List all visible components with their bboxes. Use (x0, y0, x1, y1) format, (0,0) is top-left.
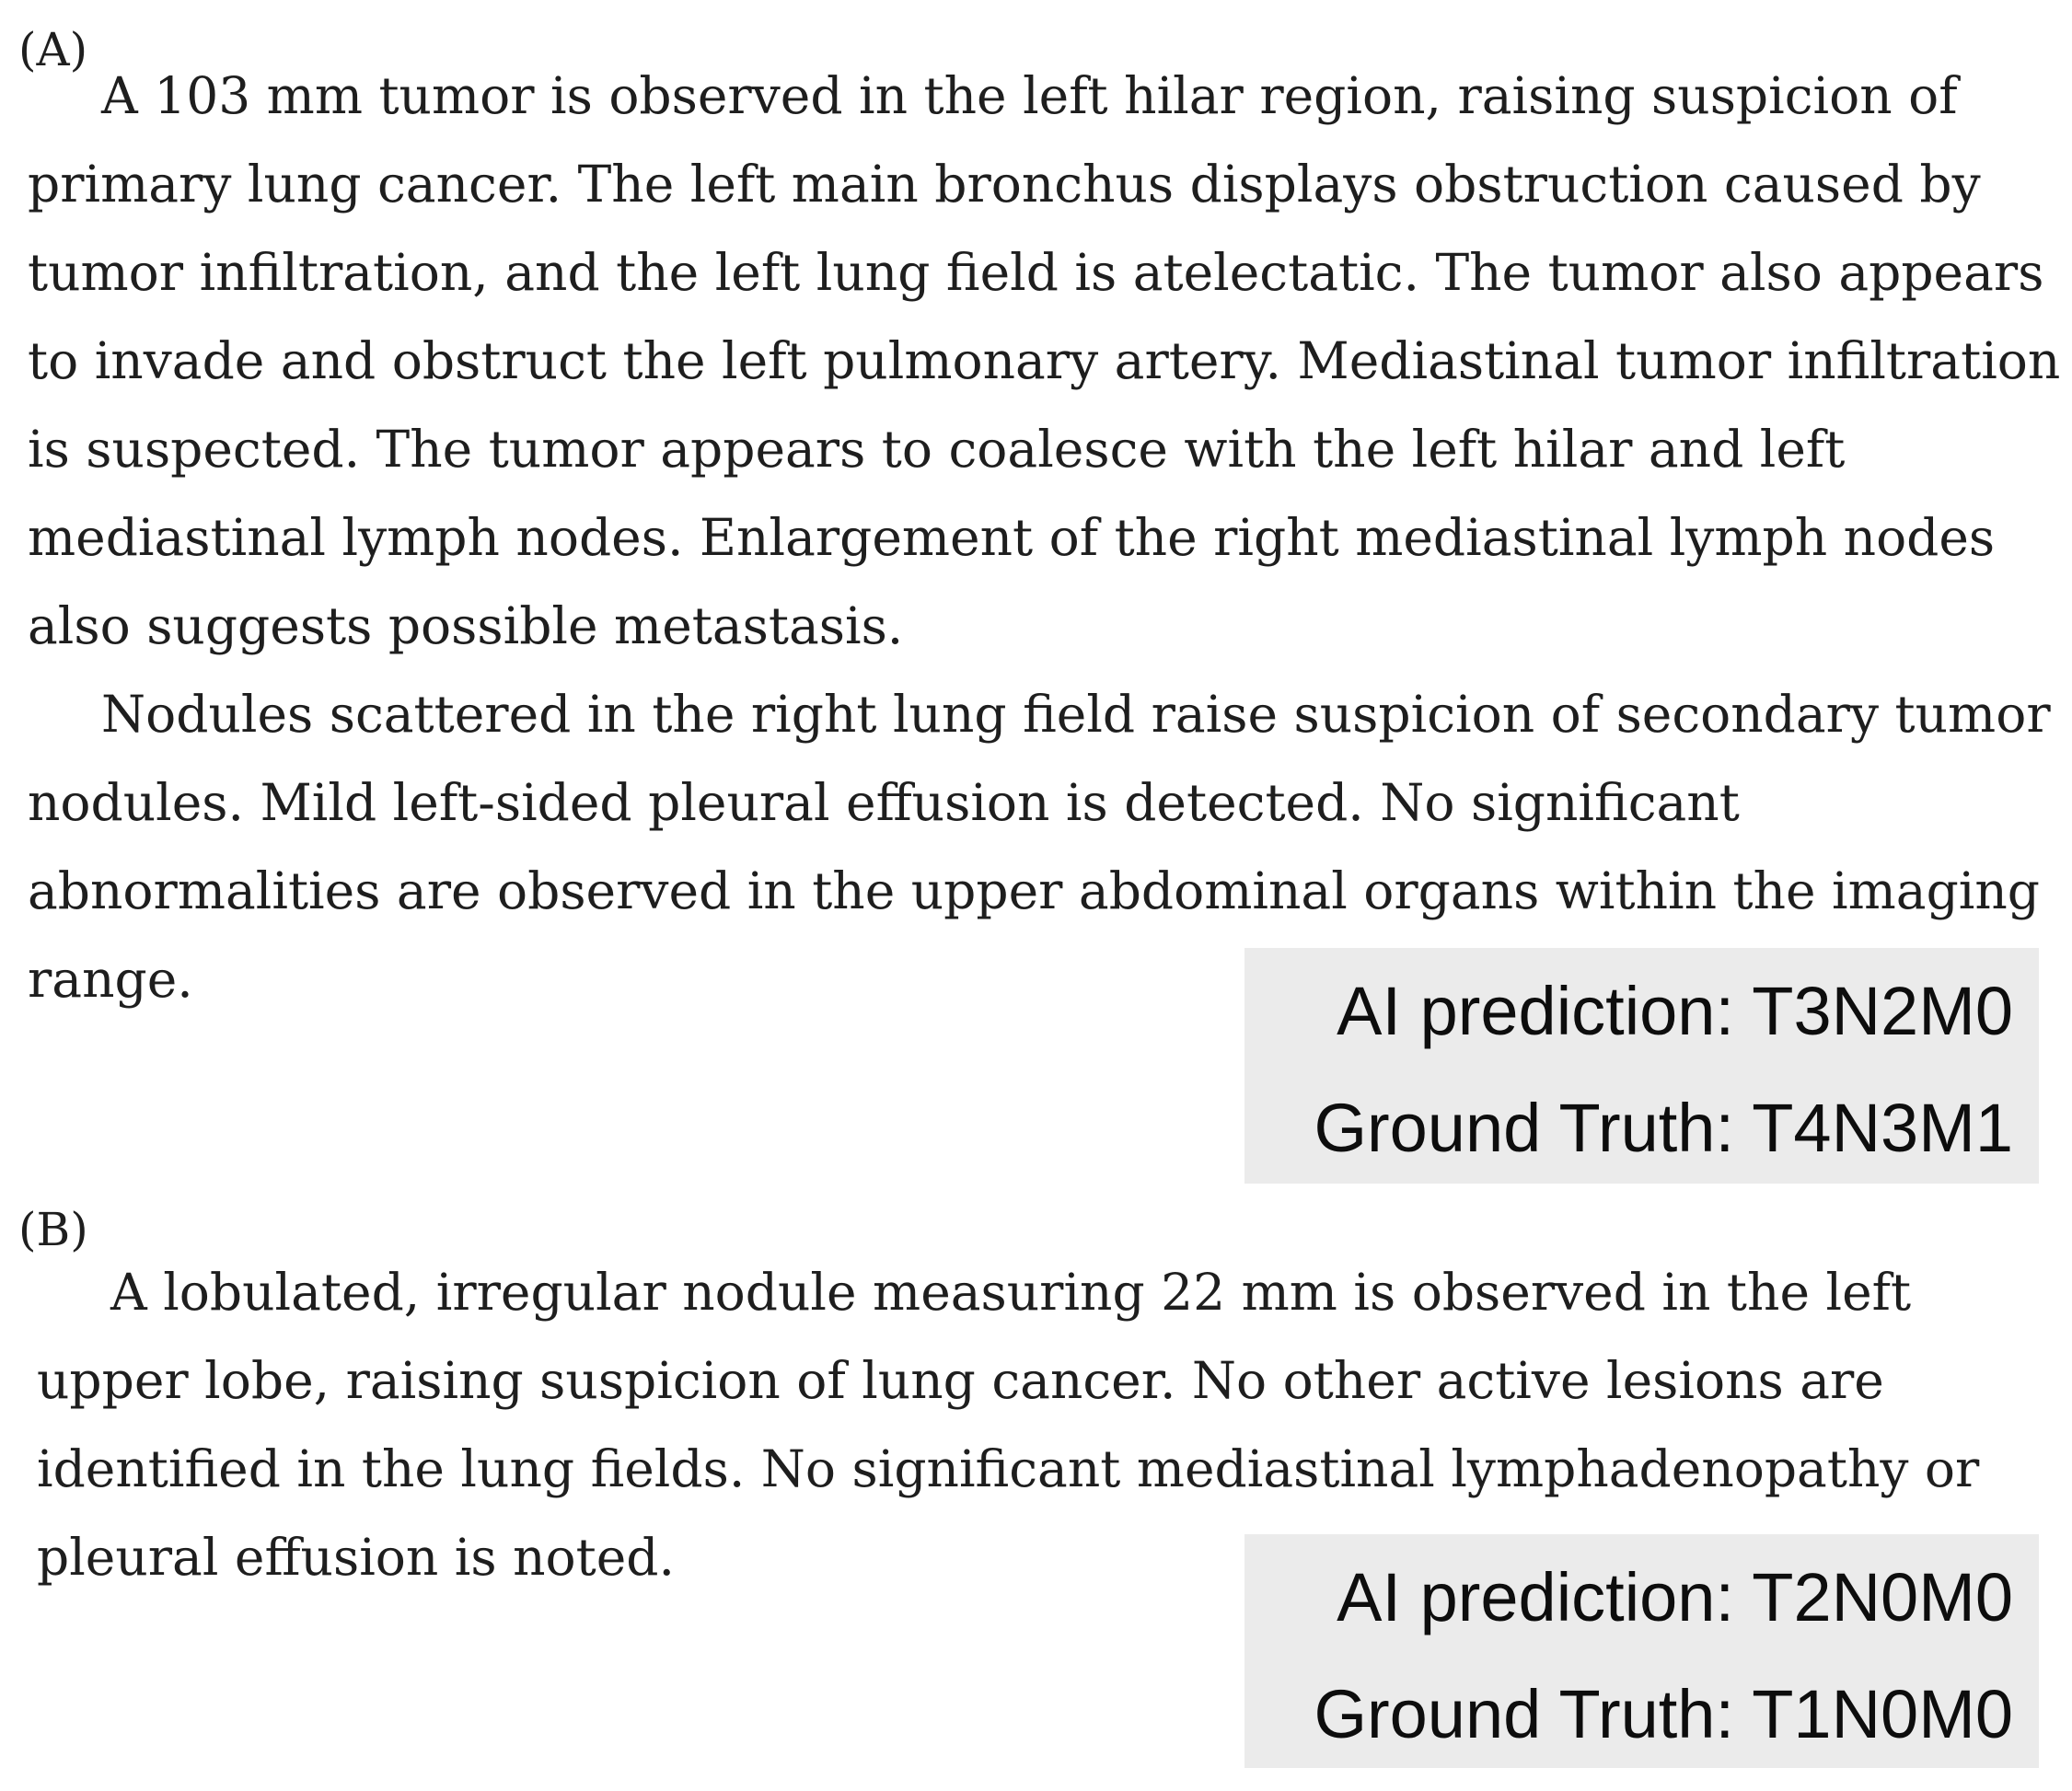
panel-b-ground-truth: Ground Truth: T1N0M0 (1314, 1676, 2013, 1752)
panel-b-paragraph-1: A lobulated, irregular nodule measuring 22 mm is observed in the left upper lobe, raising suspicion of lung cancer. No other active lesions are identified in the lung fields. No significant mediastinal lymphadenopathy or pleural effusion is noted. (37, 1263, 1980, 1587)
panel-b-result-box (1244, 1534, 2039, 1768)
panel-a-ground-truth: Ground Truth: T4N3M1 (1314, 1090, 2013, 1166)
panel-a-result-box (1244, 948, 2039, 1184)
panel-b-label: (B) (18, 1203, 88, 1256)
panel-b-ai-prediction: AI prediction: T2N0M0 (1337, 1559, 2013, 1635)
panel-a-label: (A) (18, 23, 88, 76)
panel-a-ai-prediction: AI prediction: T3N2M0 (1337, 973, 2013, 1049)
panel-a-paragraph-2: Nodules scattered in the right lung field raise suspicion of secondary tumor nodules. Mild left-sided pleural effusion is detected. No significant abnormalities are observed in the upper abdominal organs within the imaging range. (28, 685, 2051, 1009)
panel-a-report (28, 52, 2066, 1023)
panel-a-paragraph-1: A 103 mm tumor is observed in the left hilar region, raising suspicion of primary lung cancer. The left main bronchus displays obstruction caused by tumor infiltration, and the left lung field is atelectatic. The tumor also appears to invade and obstruct the left pulmonary artery. Mediastinal tumor infiltration is suspected. The tumor appears to coalesce with the left hilar and left mediastinal lymph nodes. Enlargement of the right mediastinal lymph nodes also suggests possible metastasis. (28, 66, 2061, 655)
